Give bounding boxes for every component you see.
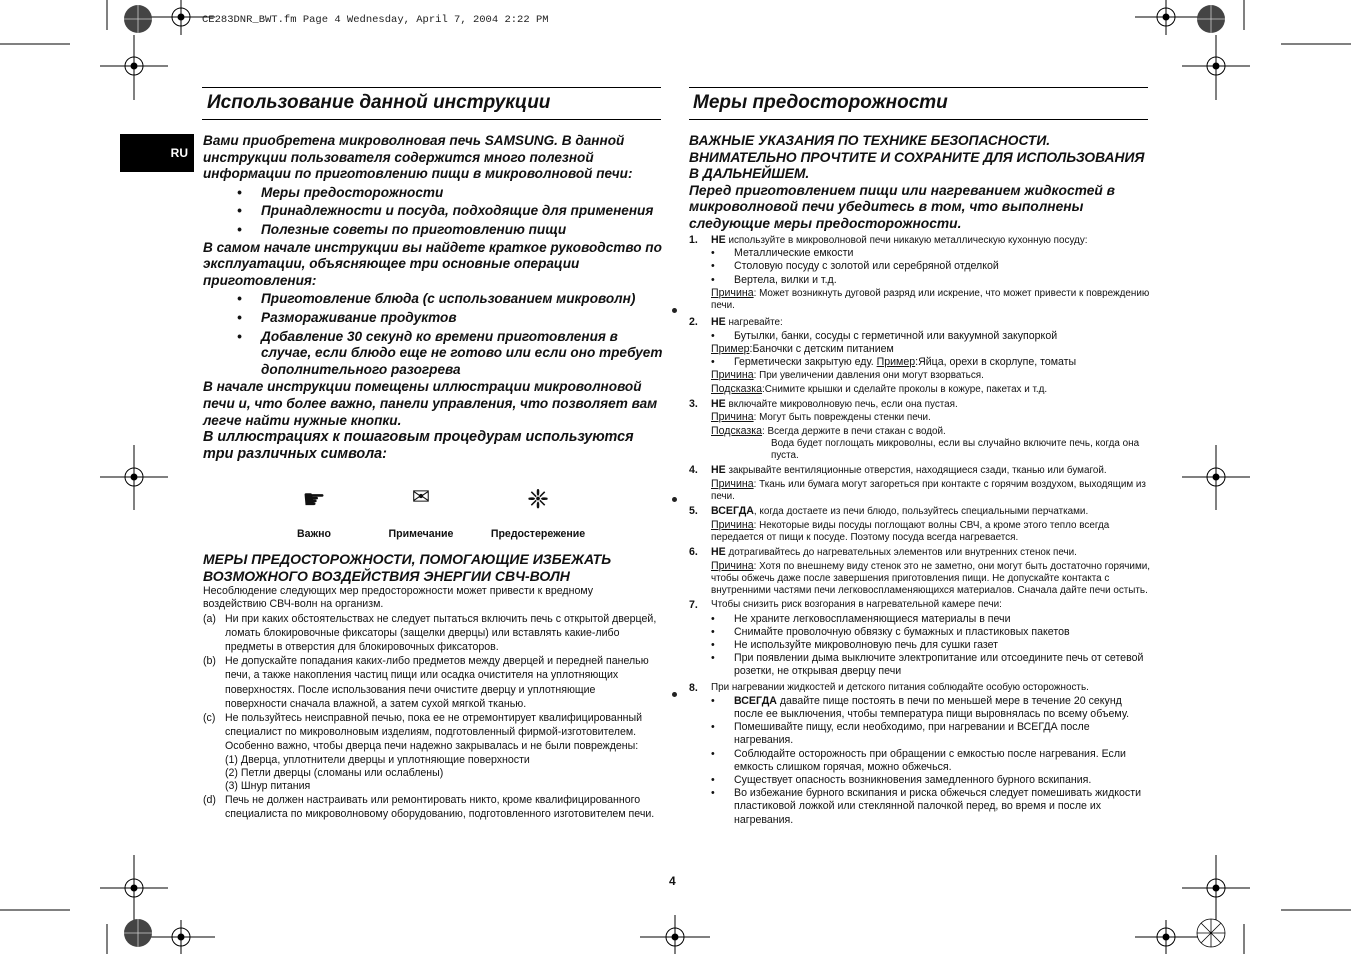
sub-item: • Не храните легковоспламеняющиеся материалы в печи bbox=[689, 613, 1151, 626]
list-item: • Приготовление блюда (с использованием микроволн) bbox=[203, 291, 663, 308]
list-item: • Принадлежности и посуда, подходящие для применения bbox=[203, 203, 663, 220]
right-title-top-rule bbox=[689, 87, 1148, 88]
safety-item bbox=[689, 546, 1151, 560]
item-number: 3. bbox=[689, 397, 698, 410]
hint-label: Подсказка bbox=[711, 424, 763, 437]
sub-item: • Снимайте проволочную обвязку с бумажных и пластиковых пакетов bbox=[689, 626, 1151, 639]
example-note bbox=[689, 343, 1151, 356]
hint-note bbox=[689, 383, 1151, 396]
sub-item: • Существует опасность возникновения замедленного бурного вскипания. bbox=[689, 774, 1151, 787]
item-number: 1. bbox=[689, 233, 698, 246]
left-page-title: Использование данной инструкции bbox=[207, 92, 551, 113]
item-text: нагревайте: bbox=[725, 317, 783, 329]
reason-note bbox=[689, 478, 1151, 503]
sub-item bbox=[689, 356, 1151, 369]
list-item: • Добавление 30 секунд ко времени приготовления в случае, если блюдо еще не готово или если оно требует дополнительного разогрева bbox=[203, 329, 663, 379]
right-column bbox=[689, 133, 1151, 827]
item-number: 2. bbox=[689, 316, 698, 329]
section-title: МЕРЫ ПРЕДОСТОРОЖНОСТИ, ПОМОГАЮЩИЕ ИЗБЕЖАТЬ ВОЗМОЖНОГО ВОЗДЕЙСТВИЯ ЭНЕРГИИ СВЧ-ВОЛН bbox=[203, 551, 612, 584]
sub-item bbox=[689, 695, 1151, 721]
right-title-bottom-rule bbox=[689, 119, 1148, 120]
sub-item: • Не используйте микроволновую печь для сушки газет bbox=[689, 639, 1151, 652]
reason-label: Причина bbox=[711, 518, 754, 531]
safety-heading: ВАЖНЫЕ УКАЗАНИЯ ПО ТЕХНИКЕ БЕЗОПАСНОСТИ. ВНИМАТЕЛЬНО ПРОЧТИТЕ И СОХРАНИТЕ ДЛЯ ИСПОЛЬЗОВАНИЯ В ДАЛЬНЕЙШЕМ. bbox=[689, 133, 1145, 182]
item-keyword: ВСЕГДА bbox=[711, 505, 754, 518]
item-keyword: НЕ bbox=[711, 546, 726, 559]
precaution-item bbox=[203, 612, 658, 655]
item-text: Ни при каких обстоятельствах не следует пытаться включить печь с открытой дверцей, ломать блокировочные фиксаторы (защелки дверцы) или вставлять какие-либо предметы в отверстия для блокировочных фиксаторов. bbox=[225, 612, 657, 653]
sub-item: (2) Петли дверцы (сломаны или ослаблены) bbox=[225, 766, 444, 779]
reason-note bbox=[689, 519, 1151, 544]
sub-item: (1) Дверца, уплотнители дверцы и уплотняющие поверхности bbox=[225, 753, 530, 766]
item-key: (c) bbox=[203, 712, 216, 725]
item-key: (b) bbox=[203, 655, 216, 668]
sub-item: • Вертела, вилки и т.д. bbox=[689, 274, 1151, 287]
safety-lead: Перед приготовлением пищи или нагреванием жидкостей в микроволновой печи убедитесь в том, что выполнены следующие меры предосторожности. bbox=[689, 182, 1115, 231]
item-text: , когда достаете из печи блюдо, пользуйтесь специальными перчатками. bbox=[753, 506, 1089, 518]
item-number: 7. bbox=[689, 599, 698, 612]
example-label: Пример bbox=[711, 342, 750, 355]
binding-dot bbox=[672, 497, 677, 502]
sub-item: • Соблюдайте осторожность при обращении с емкостью после нагревания. Если емкость слишком горячая, можно обжечься. bbox=[689, 748, 1151, 774]
item-number: 8. bbox=[689, 681, 698, 694]
item-keyword: НЕ bbox=[711, 397, 726, 410]
safety-item bbox=[689, 234, 1151, 248]
reason-text: : Хотя по внешнему виду стенок это не заметно, они могут быть достаточно горячими, чтобы обжечь даже после завершения приготовления пищи. Не допускайте контакта с внутренними частями печи легковоспламеняющихся материалов. Сначала дайте печи остыть. bbox=[711, 560, 1150, 597]
page-number: 4 bbox=[669, 874, 676, 888]
reason-text: : Ткань или бумага могут загореться при контакте с горячим воздухом, выходящим из печи. bbox=[711, 478, 1146, 502]
hint-note bbox=[689, 425, 1151, 438]
item-text: Печь не должен настраивать или ремонтировать никто, кроме квалифицированного специалиста по микроволновому оборудованию, подготовленного изготовителем печи. bbox=[225, 794, 655, 821]
hint-text: : Всегда держите в печи стакан с водой. bbox=[762, 425, 946, 437]
precaution-item bbox=[203, 711, 658, 754]
language-tab: RU bbox=[120, 134, 194, 172]
precaution-item bbox=[203, 793, 658, 821]
reason-note bbox=[689, 369, 1151, 382]
right-page-title: Меры предосторожности bbox=[693, 92, 948, 113]
sub-item: • Металлические емкости bbox=[689, 247, 1151, 260]
illustrations-paragraph: В начале инструкции помещены иллюстрации микроволновой печи и, что более важно, панели управления, что позволяет вам легче найти нужные кнопки. bbox=[203, 379, 658, 428]
left-title-top-rule bbox=[202, 87, 661, 88]
list-item: • Полезные советы по приготовлению пищи bbox=[203, 222, 663, 239]
important-label: Важно bbox=[297, 528, 331, 540]
section-intro: Несоблюдение следующих мер предосторожности может привести к вредному воздействию СВЧ-волн на организм. bbox=[203, 585, 594, 611]
item-keyword: НЕ bbox=[711, 233, 726, 246]
reason-text: : Некоторые виды посуды поглощают волны СВЧ, а кроме этого тепло всегда передается от пищи к посуде. Поэтому посуда всегда нагревается. bbox=[711, 519, 1110, 543]
item-text: При нагревании жидкостей и детского питания соблюдайте особую осторожность. bbox=[711, 681, 1089, 693]
sub-item: • Столовую посуду с золотой или серебряной отделкой bbox=[689, 260, 1151, 273]
example-text: :Яйца, орехи в скорлупе, томаты bbox=[915, 356, 1077, 369]
note-icon: ✉ bbox=[411, 484, 431, 509]
item-number: 6. bbox=[689, 546, 698, 559]
item-keyword: НЕ bbox=[711, 464, 726, 477]
safety-item bbox=[689, 505, 1151, 519]
item-text: закрывайте вентиляционные отверстия, находящиеся сзади, тканью или бумагой. bbox=[725, 465, 1107, 477]
item-text: Не пользуйтесь неисправной печью, пока ее не отремонтирует квалифицированный специалист по микроволновым изделиям, подготовленный фирмой-изготовителем. Особенно важно, чтобы дверца печи надежно закрывалась и не были повреждены: bbox=[225, 712, 643, 753]
sub-item: • Помешивайте пищу, если необходимо, при нагревании и ВСЕГДА после нагревания. bbox=[689, 721, 1151, 747]
list-item: • Меры предосторожности bbox=[203, 185, 663, 202]
item-text: дотрагивайтесь до нагревательных элементов или внутренних стенок печи. bbox=[725, 547, 1077, 559]
note-label: Примечание bbox=[388, 528, 454, 540]
sub-item: • Бутылки, банки, сосуды с герметичной или вакуумной закупоркой bbox=[689, 330, 1151, 343]
safety-item bbox=[689, 682, 1151, 695]
safety-item bbox=[689, 398, 1151, 412]
hint-label: Подсказка bbox=[711, 382, 763, 395]
reason-text: : Могут быть повреждены стенки печи. bbox=[753, 412, 931, 424]
reason-note bbox=[689, 560, 1151, 598]
item-number: 5. bbox=[689, 505, 698, 518]
item-text: Не допускайте попадания каких-либо предметов между дверцей и передней панелью печи, а также накопления частиц пищи или осадка очистителя на уплотняющих поверхностях. После использования печи очистите дверцу и уплотняющие поверхности сначала влажной, а затем сухой мягкой тканью. bbox=[225, 655, 649, 710]
caution-icon: ❈ bbox=[527, 484, 549, 514]
reason-label: Причина bbox=[711, 369, 754, 382]
item-text: Чтобы снизить риск возгорания в нагревательной камере печи: bbox=[711, 599, 1002, 611]
reason-note bbox=[689, 287, 1151, 312]
reason-label: Причина bbox=[711, 559, 754, 572]
sub-item-text: Герметически закрытую еду. bbox=[734, 356, 877, 369]
item-key: (d) bbox=[203, 794, 216, 807]
caution-label: Предостережение bbox=[490, 528, 586, 540]
left-title-bottom-rule bbox=[202, 119, 661, 120]
operations-paragraph: В самом начале инструкции вы найдете краткое руководство по эксплуатации, объясняющее три основные операции приготовления: bbox=[203, 239, 662, 288]
reason-label: Причина bbox=[711, 477, 754, 490]
binding-dot bbox=[672, 308, 677, 313]
item-text: включайте микроволновую печь, если она пустая. bbox=[725, 398, 958, 410]
sub-item-text: давайте пище постоять в печи по меньшей мере в течение 20 секунд после ее выключения, чтобы температура пищи выровнялась по всему объему. bbox=[734, 694, 1130, 721]
reason-text: : При увеличении давления они могут взорваться. bbox=[753, 370, 984, 382]
safety-item bbox=[689, 464, 1151, 478]
list-item: • Размораживание продуктов bbox=[203, 310, 663, 327]
sub-item-keyword: ВСЕГДА bbox=[734, 694, 777, 707]
reason-note bbox=[689, 411, 1151, 424]
sub-item: • Во избежание бурного вскипания и риска обжечься следует помешивать жидкости пластиковой ложкой или стеклянной палочкой перед, во время и после их нагревания. bbox=[689, 787, 1151, 827]
symbols-paragraph: В иллюстрациях к пошаговым процедурам используются три различных символа: bbox=[203, 429, 634, 463]
hint-text: :Снимите крышки и сделайте проколы в кожуре, пакетах и т.д. bbox=[762, 383, 1048, 395]
important-icon: ☛ bbox=[302, 484, 326, 514]
sub-item: • При появлении дыма выключите электропитание или отсоедините печь от сетевой розетки, не открывая дверцу печи bbox=[689, 652, 1151, 678]
hint-continuation: Вода будет поглощать микроволны, если вы случайно включите печь, когда она пуста. bbox=[771, 437, 1140, 461]
reason-label: Причина bbox=[711, 411, 754, 424]
item-number: 4. bbox=[689, 464, 698, 477]
example-text: :Баночки с детским питанием bbox=[749, 342, 894, 355]
item-keyword: НЕ bbox=[711, 316, 726, 329]
left-column bbox=[203, 133, 663, 463]
safety-item bbox=[689, 316, 1151, 330]
example-label: Пример bbox=[876, 356, 916, 369]
reason-text: : Может возникнуть дуговой разряд или искрение, что может привести к повреждению печи. bbox=[711, 287, 1150, 311]
file-info-header: CE283DNR_BWT.fm Page 4 Wednesday, April 7, 2004 2:22 PM bbox=[202, 14, 549, 26]
reason-label: Причина bbox=[711, 286, 754, 299]
safety-item bbox=[689, 599, 1151, 612]
intro-paragraph: Вами приобретена микроволновая печь SAMSUNG. В данной инструкции пользователя содержится много полезной информации по приготовлению пищи в микроволновой печи: bbox=[203, 133, 633, 182]
sub-item: (3) Шнур питания bbox=[225, 780, 311, 793]
precaution-item bbox=[203, 654, 658, 711]
item-key: (a) bbox=[203, 612, 216, 625]
microwave-exposure-section bbox=[203, 551, 658, 822]
item-text: используйте в микроволновой печи никакую металлическую кухонную посуду: bbox=[725, 234, 1088, 246]
binding-dot bbox=[672, 692, 677, 697]
